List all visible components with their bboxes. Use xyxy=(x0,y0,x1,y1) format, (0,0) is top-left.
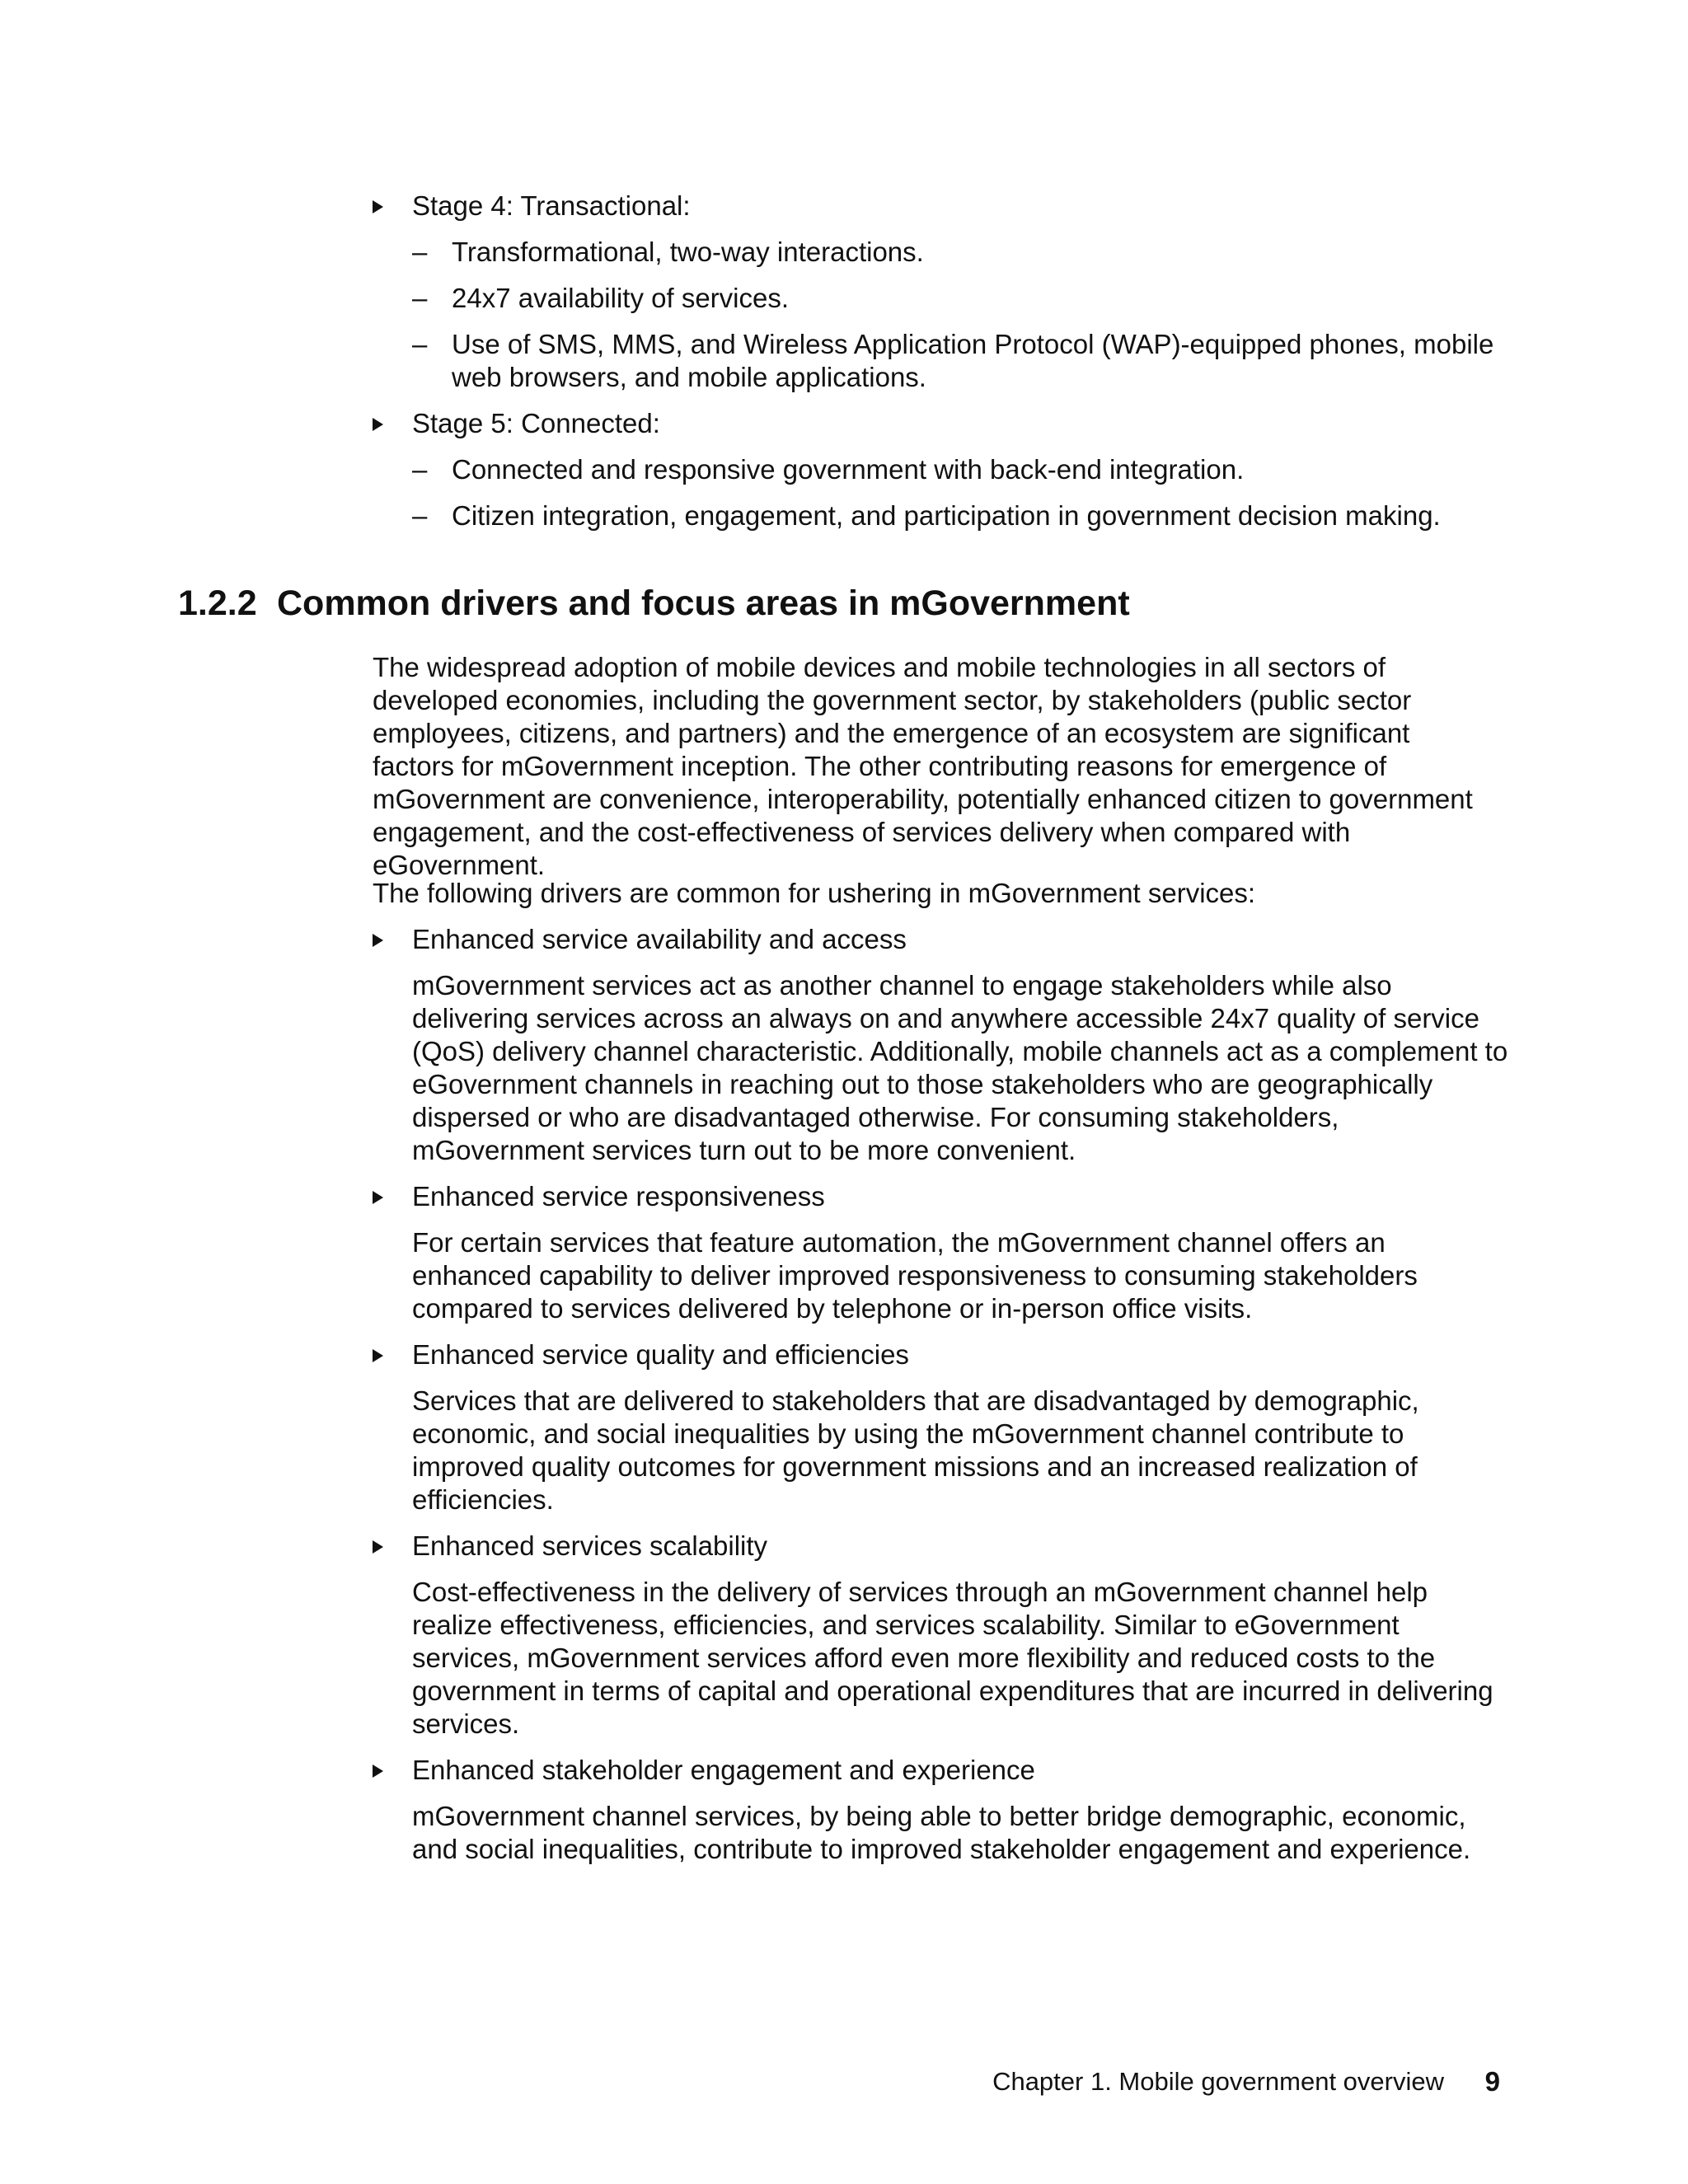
stage5-label: Stage 5: Connected: xyxy=(412,408,660,438)
driver-title: Enhanced stakeholder engagement and experience xyxy=(412,1755,1035,1785)
stage4-item-text: Use of SMS, MMS, and Wireless Application Protocol (WAP)-equipped phones, mobile web browsers, and mobile applications. xyxy=(452,329,1494,392)
driver-bullet xyxy=(373,1180,1493,1213)
triangle-bullet-icon xyxy=(373,1191,383,1204)
driver-description: For certain services that feature automation, the mGovernment channel offers an enhanced capability to deliver improved responsiveness to consuming stakeholders compared to services delivered by telephone or in-person office visits. xyxy=(412,1227,1418,1324)
page-number: 9 xyxy=(1484,2066,1500,2097)
page-footer xyxy=(907,2065,1500,2098)
dash-bullet-icon: – xyxy=(412,500,428,531)
triangle-bullet-icon xyxy=(373,418,383,431)
drivers-lead: The following drivers are common for ushering in mGovernment services: xyxy=(373,878,1256,908)
driver-bullet xyxy=(373,1754,1493,1787)
stage5-item-text: Connected and responsive government with back-end integration. xyxy=(452,454,1245,485)
stage4-bullet xyxy=(373,190,1493,223)
driver-bullet xyxy=(373,923,1493,956)
stage4-item-text: 24x7 availability of services. xyxy=(452,283,790,313)
triangle-bullet-icon xyxy=(373,934,383,947)
driver-description: Cost-effectiveness in the delivery of services through an mGovernment channel help realize effectiveness, efficiencies, and services scalability. Similar to eGovernment services, mGovernment services afford even more flexibility and reduced costs to the government in terms of capital and operational expenditures that are incurred in delivering services. xyxy=(412,1577,1493,1739)
footer-chapter-title: Chapter 1. Mobile government overview xyxy=(992,2067,1444,2096)
driver-title: Enhanced service availability and access xyxy=(412,924,907,954)
triangle-bullet-icon xyxy=(373,1349,383,1362)
dash-bullet-icon: – xyxy=(412,283,428,313)
driver-description: Services that are delivered to stakeholders that are disadvantaged by demographic, economic, and social inequalities by using the mGovernment channel contribute to improved quality outcomes for government missions and an increased realization of efficiencies. xyxy=(412,1385,1419,1515)
dash-bullet-icon: – xyxy=(412,454,428,485)
driver-title: Enhanced service responsiveness xyxy=(412,1181,825,1212)
triangle-bullet-icon xyxy=(373,1540,383,1554)
dash-bullet-icon: – xyxy=(412,329,428,359)
section-number: 1.2.2 xyxy=(178,583,257,623)
triangle-bullet-icon xyxy=(373,200,383,213)
driver-title: Enhanced service quality and efficiencies xyxy=(412,1339,909,1370)
driver-description: mGovernment channel services, by being able to better bridge demographic, economic, and social inequalities, contribute to improved stakeholder engagement and experience. xyxy=(412,1801,1471,1864)
driver-title: Enhanced services scalability xyxy=(412,1530,768,1561)
intro-paragraph: The widespread adoption of mobile devices and mobile technologies in all sectors of developed economies, including the government sector, by stakeholders (public sector employees, citizens, and partners) and the emergence of an ecosystem are significant factors for mGovernment inception. The other contributing reasons for emergence of mGovernment are convenience, interoperability, potentially enhanced citizen to government engagement, and the cost-effectiveness of services delivery when compared with eGovernment. xyxy=(373,652,1473,880)
stage5-item-text: Citizen integration, engagement, and participation in government decision making. xyxy=(452,500,1441,531)
driver-bullet xyxy=(373,1530,1493,1563)
stage4-label: Stage 4: Transactional: xyxy=(412,190,691,221)
triangle-bullet-icon xyxy=(373,1765,383,1778)
driver-description: mGovernment services act as another channel to engage stakeholders while also delivering services across an always on and anywhere accessible 24x7 quality of service (QoS) delivery channel characteristic. Additionally, mobile channels act as a complement to eGovernment channels in reaching out to those stakeholders who are geographically dispersed or who are disadvantaged otherwise. For consuming stakeholders, mGovernment services turn out to be more convenient. xyxy=(412,970,1508,1165)
stage5-bullet xyxy=(373,407,1493,440)
section-heading xyxy=(178,582,1130,625)
dash-bullet-icon: – xyxy=(412,237,428,267)
stage4-item-text: Transformational, two-way interactions. xyxy=(452,237,924,267)
section-title: Common drivers and focus areas in mGovernment xyxy=(277,583,1130,623)
driver-bullet xyxy=(373,1338,1493,1371)
